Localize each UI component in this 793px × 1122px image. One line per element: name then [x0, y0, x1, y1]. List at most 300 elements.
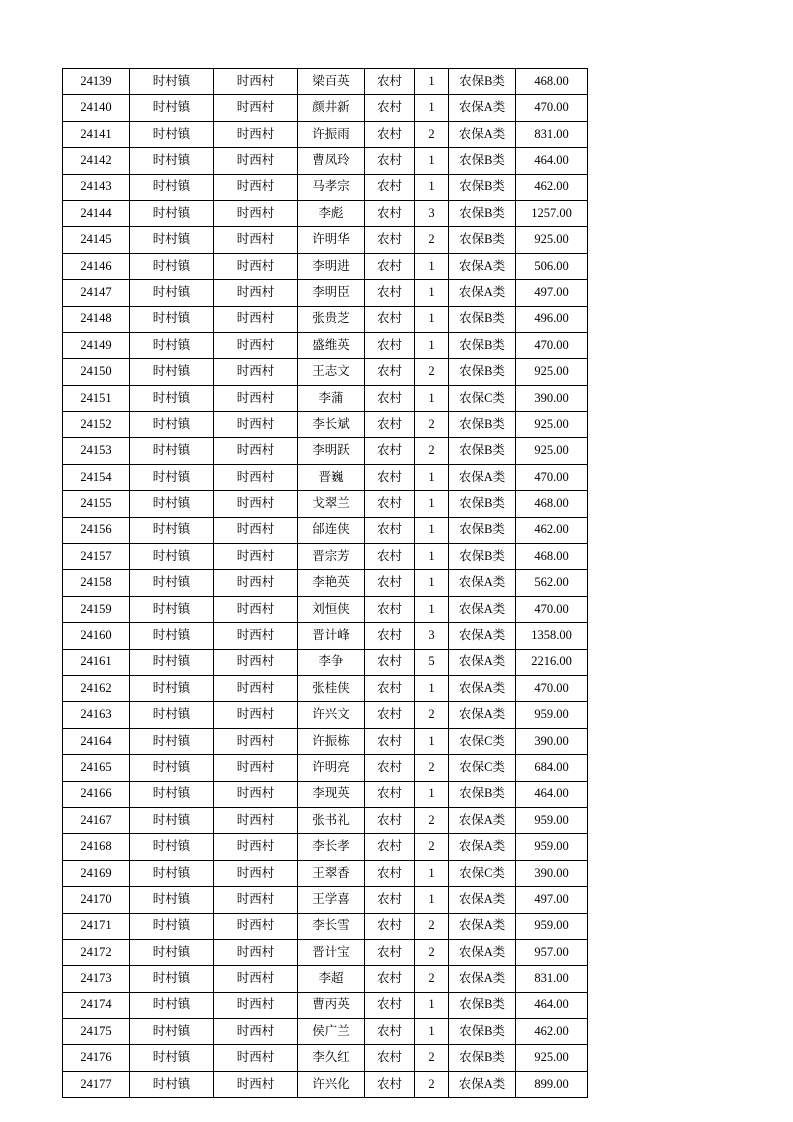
- cell-village: 时西村: [214, 306, 298, 332]
- cell-household_type: 农村: [365, 834, 415, 860]
- cell-category: 农保A类: [449, 121, 516, 147]
- cell-category: 农保C类: [449, 728, 516, 754]
- cell-name: 李彪: [298, 200, 365, 226]
- cell-village: 时西村: [214, 121, 298, 147]
- cell-amount: 497.00: [516, 887, 588, 913]
- cell-household_type: 农村: [365, 728, 415, 754]
- cell-id: 24176: [63, 1045, 130, 1071]
- cell-household_type: 农村: [365, 1045, 415, 1071]
- cell-amount: 1358.00: [516, 623, 588, 649]
- cell-village: 时西村: [214, 385, 298, 411]
- cell-amount: 1257.00: [516, 200, 588, 226]
- cell-id: 24165: [63, 755, 130, 781]
- cell-amount: 2216.00: [516, 649, 588, 675]
- cell-town: 时村镇: [130, 1045, 214, 1071]
- table-row: [63, 649, 588, 675]
- cell-household_type: 农村: [365, 464, 415, 490]
- cell-name: 王学喜: [298, 887, 365, 913]
- cell-name: 许兴化: [298, 1071, 365, 1097]
- cell-village: 时西村: [214, 992, 298, 1018]
- cell-name: 马孝宗: [298, 174, 365, 200]
- cell-town: 时村镇: [130, 385, 214, 411]
- cell-town: 时村镇: [130, 913, 214, 939]
- cell-id: 24140: [63, 95, 130, 121]
- table-row: [63, 887, 588, 913]
- cell-household_type: 农村: [365, 570, 415, 596]
- cell-people: 2: [415, 438, 449, 464]
- table-row: [63, 834, 588, 860]
- cell-category: 农保B类: [449, 148, 516, 174]
- cell-amount: 831.00: [516, 966, 588, 992]
- table-row: [63, 306, 588, 332]
- cell-town: 时村镇: [130, 464, 214, 490]
- cell-village: 时西村: [214, 544, 298, 570]
- cell-amount: 506.00: [516, 253, 588, 279]
- cell-town: 时村镇: [130, 887, 214, 913]
- cell-town: 时村镇: [130, 544, 214, 570]
- cell-household_type: 农村: [365, 69, 415, 95]
- cell-id: 24145: [63, 227, 130, 253]
- cell-amount: 462.00: [516, 174, 588, 200]
- cell-people: 1: [415, 570, 449, 596]
- cell-town: 时村镇: [130, 491, 214, 517]
- cell-household_type: 农村: [365, 148, 415, 174]
- cell-category: 农保A类: [449, 702, 516, 728]
- cell-people: 1: [415, 148, 449, 174]
- cell-id: 24148: [63, 306, 130, 332]
- cell-name: 许振栋: [298, 728, 365, 754]
- cell-people: 1: [415, 332, 449, 358]
- cell-household_type: 农村: [365, 95, 415, 121]
- cell-name: 王志文: [298, 359, 365, 385]
- cell-village: 时西村: [214, 755, 298, 781]
- cell-people: 2: [415, 913, 449, 939]
- cell-category: 农保B类: [449, 544, 516, 570]
- cell-name: 盛维英: [298, 332, 365, 358]
- cell-name: 梁百英: [298, 69, 365, 95]
- cell-household_type: 农村: [365, 332, 415, 358]
- cell-household_type: 农村: [365, 860, 415, 886]
- cell-household_type: 农村: [365, 174, 415, 200]
- cell-category: 农保A类: [449, 939, 516, 965]
- cell-village: 时西村: [214, 227, 298, 253]
- table-row: [63, 121, 588, 147]
- cell-id: 24149: [63, 332, 130, 358]
- cell-village: 时西村: [214, 69, 298, 95]
- cell-household_type: 农村: [365, 623, 415, 649]
- cell-people: 2: [415, 1071, 449, 1097]
- cell-id: 24169: [63, 860, 130, 886]
- cell-village: 时西村: [214, 464, 298, 490]
- cell-category: 农保B类: [449, 1045, 516, 1071]
- cell-category: 农保B类: [449, 1019, 516, 1045]
- table-row: [63, 227, 588, 253]
- cell-name: 李久红: [298, 1045, 365, 1071]
- cell-household_type: 农村: [365, 596, 415, 622]
- cell-name: 颜井新: [298, 95, 365, 121]
- cell-category: 农保B类: [449, 306, 516, 332]
- cell-category: 农保A类: [449, 596, 516, 622]
- table-row: [63, 702, 588, 728]
- cell-town: 时村镇: [130, 280, 214, 306]
- cell-household_type: 农村: [365, 966, 415, 992]
- cell-household_type: 农村: [365, 517, 415, 543]
- table-row: [63, 385, 588, 411]
- table-row: [63, 623, 588, 649]
- cell-category: 农保B类: [449, 227, 516, 253]
- cell-id: 24147: [63, 280, 130, 306]
- cell-town: 时村镇: [130, 781, 214, 807]
- cell-amount: 562.00: [516, 570, 588, 596]
- cell-town: 时村镇: [130, 200, 214, 226]
- cell-amount: 462.00: [516, 1019, 588, 1045]
- cell-amount: 957.00: [516, 939, 588, 965]
- cell-town: 时村镇: [130, 675, 214, 701]
- cell-id: 24170: [63, 887, 130, 913]
- cell-category: 农保B类: [449, 200, 516, 226]
- cell-village: 时西村: [214, 359, 298, 385]
- cell-category: 农保A类: [449, 1071, 516, 1097]
- cell-name: 晋计宝: [298, 939, 365, 965]
- cell-category: 农保A类: [449, 675, 516, 701]
- cell-amount: 470.00: [516, 675, 588, 701]
- cell-town: 时村镇: [130, 939, 214, 965]
- cell-town: 时村镇: [130, 253, 214, 279]
- cell-household_type: 农村: [365, 280, 415, 306]
- table-row: [63, 253, 588, 279]
- cell-amount: 925.00: [516, 1045, 588, 1071]
- cell-village: 时西村: [214, 675, 298, 701]
- table-row: [63, 412, 588, 438]
- cell-household_type: 农村: [365, 438, 415, 464]
- cell-village: 时西村: [214, 596, 298, 622]
- cell-village: 时西村: [214, 438, 298, 464]
- cell-people: 1: [415, 544, 449, 570]
- cell-category: 农保B类: [449, 332, 516, 358]
- cell-category: 农保A类: [449, 95, 516, 121]
- cell-category: 农保C类: [449, 385, 516, 411]
- cell-household_type: 农村: [365, 939, 415, 965]
- cell-amount: 496.00: [516, 306, 588, 332]
- cell-town: 时村镇: [130, 649, 214, 675]
- cell-household_type: 农村: [365, 121, 415, 147]
- cell-town: 时村镇: [130, 596, 214, 622]
- cell-people: 2: [415, 1045, 449, 1071]
- table-row: [63, 781, 588, 807]
- cell-amount: 959.00: [516, 702, 588, 728]
- cell-id: 24158: [63, 570, 130, 596]
- cell-name: 李长雪: [298, 913, 365, 939]
- cell-id: 24159: [63, 596, 130, 622]
- cell-name: 李明进: [298, 253, 365, 279]
- cell-town: 时村镇: [130, 148, 214, 174]
- table-row: [63, 148, 588, 174]
- cell-village: 时西村: [214, 148, 298, 174]
- cell-village: 时西村: [214, 253, 298, 279]
- cell-amount: 959.00: [516, 913, 588, 939]
- cell-id: 24139: [63, 69, 130, 95]
- table-row: [63, 966, 588, 992]
- cell-village: 时西村: [214, 200, 298, 226]
- cell-village: 时西村: [214, 702, 298, 728]
- cell-name: 许明华: [298, 227, 365, 253]
- cell-people: 1: [415, 95, 449, 121]
- cell-id: 24153: [63, 438, 130, 464]
- cell-people: 1: [415, 596, 449, 622]
- cell-id: 24173: [63, 966, 130, 992]
- table-row: [63, 280, 588, 306]
- cell-town: 时村镇: [130, 966, 214, 992]
- cell-amount: 925.00: [516, 227, 588, 253]
- table-row: [63, 544, 588, 570]
- cell-town: 时村镇: [130, 834, 214, 860]
- cell-household_type: 农村: [365, 913, 415, 939]
- cell-town: 时村镇: [130, 227, 214, 253]
- cell-household_type: 农村: [365, 1071, 415, 1097]
- cell-name: 李长孝: [298, 834, 365, 860]
- cell-amount: 462.00: [516, 517, 588, 543]
- cell-amount: 390.00: [516, 385, 588, 411]
- cell-category: 农保B类: [449, 517, 516, 543]
- cell-name: 李长斌: [298, 412, 365, 438]
- cell-people: 1: [415, 69, 449, 95]
- cell-people: 1: [415, 174, 449, 200]
- cell-name: 侯广兰: [298, 1019, 365, 1045]
- cell-name: 李明臣: [298, 280, 365, 306]
- cell-town: 时村镇: [130, 728, 214, 754]
- cell-town: 时村镇: [130, 992, 214, 1018]
- cell-people: 2: [415, 939, 449, 965]
- cell-people: 2: [415, 121, 449, 147]
- cell-town: 时村镇: [130, 807, 214, 833]
- cell-household_type: 农村: [365, 412, 415, 438]
- cell-household_type: 农村: [365, 1019, 415, 1045]
- cell-amount: 959.00: [516, 807, 588, 833]
- cell-id: 24162: [63, 675, 130, 701]
- cell-id: 24177: [63, 1071, 130, 1097]
- cell-household_type: 农村: [365, 359, 415, 385]
- cell-household_type: 农村: [365, 253, 415, 279]
- cell-name: 晋宗芳: [298, 544, 365, 570]
- cell-people: 1: [415, 253, 449, 279]
- cell-village: 时西村: [214, 939, 298, 965]
- cell-people: 1: [415, 860, 449, 886]
- cell-household_type: 农村: [365, 491, 415, 517]
- cell-category: 农保A类: [449, 253, 516, 279]
- cell-category: 农保C类: [449, 860, 516, 886]
- cell-household_type: 农村: [365, 992, 415, 1018]
- cell-category: 农保B类: [449, 992, 516, 1018]
- table-row: [63, 174, 588, 200]
- cell-id: 24142: [63, 148, 130, 174]
- cell-village: 时西村: [214, 412, 298, 438]
- cell-amount: 497.00: [516, 280, 588, 306]
- cell-town: 时村镇: [130, 1071, 214, 1097]
- cell-people: 3: [415, 200, 449, 226]
- cell-category: 农保B类: [449, 412, 516, 438]
- cell-town: 时村镇: [130, 755, 214, 781]
- cell-name: 戈翠兰: [298, 491, 365, 517]
- table-row: [63, 675, 588, 701]
- cell-village: 时西村: [214, 807, 298, 833]
- cell-amount: 925.00: [516, 359, 588, 385]
- cell-village: 时西村: [214, 570, 298, 596]
- cell-name: 晋计峰: [298, 623, 365, 649]
- cell-name: 王翠香: [298, 860, 365, 886]
- cell-id: 24175: [63, 1019, 130, 1045]
- cell-category: 农保A类: [449, 623, 516, 649]
- cell-people: 2: [415, 966, 449, 992]
- cell-category: 农保B类: [449, 359, 516, 385]
- cell-village: 时西村: [214, 887, 298, 913]
- table-row: [63, 570, 588, 596]
- cell-id: 24160: [63, 623, 130, 649]
- cell-name: 李争: [298, 649, 365, 675]
- subsidy-table: [62, 68, 588, 1098]
- cell-amount: 899.00: [516, 1071, 588, 1097]
- cell-amount: 684.00: [516, 755, 588, 781]
- cell-village: 时西村: [214, 491, 298, 517]
- cell-id: 24152: [63, 412, 130, 438]
- cell-amount: 468.00: [516, 544, 588, 570]
- cell-household_type: 农村: [365, 544, 415, 570]
- cell-town: 时村镇: [130, 517, 214, 543]
- cell-town: 时村镇: [130, 860, 214, 886]
- cell-category: 农保A类: [449, 887, 516, 913]
- cell-town: 时村镇: [130, 1019, 214, 1045]
- cell-name: 张桂侠: [298, 675, 365, 701]
- cell-town: 时村镇: [130, 69, 214, 95]
- cell-id: 24156: [63, 517, 130, 543]
- cell-amount: 925.00: [516, 438, 588, 464]
- cell-name: 曹凤玲: [298, 148, 365, 174]
- cell-people: 2: [415, 834, 449, 860]
- table-row: [63, 939, 588, 965]
- cell-amount: 959.00: [516, 834, 588, 860]
- table-row: [63, 1045, 588, 1071]
- cell-id: 24143: [63, 174, 130, 200]
- cell-people: 1: [415, 385, 449, 411]
- cell-village: 时西村: [214, 781, 298, 807]
- cell-name: 李艳英: [298, 570, 365, 596]
- cell-category: 农保A类: [449, 834, 516, 860]
- cell-people: 1: [415, 491, 449, 517]
- cell-name: 许兴文: [298, 702, 365, 728]
- cell-name: 曹丙英: [298, 992, 365, 1018]
- cell-id: 24171: [63, 913, 130, 939]
- cell-amount: 464.00: [516, 148, 588, 174]
- cell-people: 1: [415, 675, 449, 701]
- cell-id: 24161: [63, 649, 130, 675]
- cell-name: 许明亮: [298, 755, 365, 781]
- cell-amount: 390.00: [516, 860, 588, 886]
- cell-id: 24144: [63, 200, 130, 226]
- cell-household_type: 农村: [365, 675, 415, 701]
- cell-name: 邰连侠: [298, 517, 365, 543]
- cell-household_type: 农村: [365, 227, 415, 253]
- cell-amount: 925.00: [516, 412, 588, 438]
- cell-people: 2: [415, 755, 449, 781]
- cell-village: 时西村: [214, 1045, 298, 1071]
- table-row: [63, 913, 588, 939]
- cell-village: 时西村: [214, 913, 298, 939]
- table-body: [63, 69, 588, 1098]
- cell-village: 时西村: [214, 1071, 298, 1097]
- cell-category: 农保A类: [449, 966, 516, 992]
- cell-amount: 470.00: [516, 95, 588, 121]
- cell-category: 农保A类: [449, 280, 516, 306]
- table-row: [63, 596, 588, 622]
- cell-town: 时村镇: [130, 412, 214, 438]
- cell-town: 时村镇: [130, 359, 214, 385]
- cell-id: 24174: [63, 992, 130, 1018]
- cell-category: 农保A类: [449, 649, 516, 675]
- table-row: [63, 464, 588, 490]
- cell-people: 1: [415, 887, 449, 913]
- cell-name: 许振雨: [298, 121, 365, 147]
- table-row: [63, 332, 588, 358]
- table-row: [63, 200, 588, 226]
- cell-people: 1: [415, 728, 449, 754]
- cell-id: 24154: [63, 464, 130, 490]
- cell-name: 李超: [298, 966, 365, 992]
- table-row: [63, 755, 588, 781]
- cell-id: 24146: [63, 253, 130, 279]
- table-row: [63, 438, 588, 464]
- cell-category: 农保B类: [449, 491, 516, 517]
- cell-town: 时村镇: [130, 332, 214, 358]
- cell-household_type: 农村: [365, 306, 415, 332]
- cell-name: 张贵芝: [298, 306, 365, 332]
- cell-id: 24166: [63, 781, 130, 807]
- cell-amount: 470.00: [516, 332, 588, 358]
- cell-amount: 470.00: [516, 596, 588, 622]
- cell-town: 时村镇: [130, 623, 214, 649]
- cell-town: 时村镇: [130, 702, 214, 728]
- cell-people: 5: [415, 649, 449, 675]
- cell-id: 24157: [63, 544, 130, 570]
- cell-village: 时西村: [214, 174, 298, 200]
- cell-town: 时村镇: [130, 174, 214, 200]
- cell-amount: 831.00: [516, 121, 588, 147]
- cell-household_type: 农村: [365, 649, 415, 675]
- cell-id: 24163: [63, 702, 130, 728]
- cell-people: 1: [415, 464, 449, 490]
- cell-town: 时村镇: [130, 306, 214, 332]
- cell-village: 时西村: [214, 1019, 298, 1045]
- cell-town: 时村镇: [130, 121, 214, 147]
- table-row: [63, 992, 588, 1018]
- cell-amount: 390.00: [516, 728, 588, 754]
- cell-village: 时西村: [214, 623, 298, 649]
- cell-household_type: 农村: [365, 702, 415, 728]
- cell-category: 农保A类: [449, 807, 516, 833]
- cell-amount: 468.00: [516, 69, 588, 95]
- table-row: [63, 359, 588, 385]
- cell-people: 2: [415, 359, 449, 385]
- cell-name: 李蒲: [298, 385, 365, 411]
- table-row: [63, 95, 588, 121]
- cell-id: 24150: [63, 359, 130, 385]
- table-row: [63, 517, 588, 543]
- cell-id: 24168: [63, 834, 130, 860]
- cell-name: 李明跃: [298, 438, 365, 464]
- cell-household_type: 农村: [365, 887, 415, 913]
- cell-people: 3: [415, 623, 449, 649]
- table-row: [63, 728, 588, 754]
- cell-people: 1: [415, 1019, 449, 1045]
- cell-name: 刘恒侠: [298, 596, 365, 622]
